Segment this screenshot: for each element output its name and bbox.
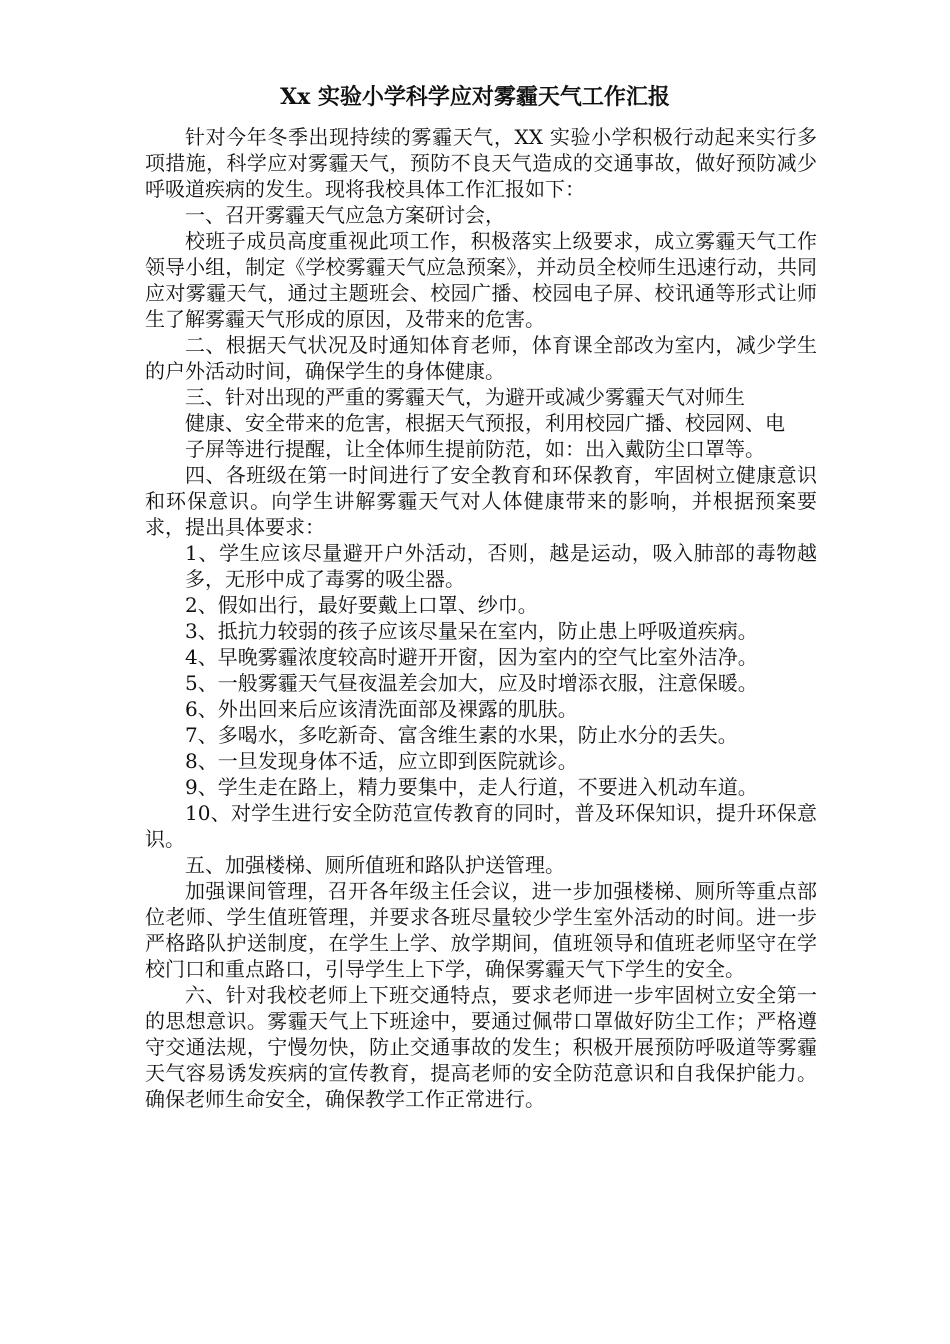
list-item-8: 8、一旦发现身体不适，应立即到医院就诊。 <box>185 749 578 773</box>
section-2-paragraph: 二、根据天气状况及时通知体育老师，体育课全部改为室内，减少学生的户外活动时间，确保学生的身体健康。 <box>145 333 817 383</box>
intro-paragraph: 针对今年冬季出现持续的雾霾天气，XX 实验小学积极行动起来实行多项措施，科学应对雾霾天气，预防不良天气造成的交通事故，做好预防减少呼吸道疾病的发生。现将我校具体工作汇报如下： <box>145 125 817 201</box>
list-item-6: 6、外出回来后应该清洗面部及裸露的肌肤。 <box>185 697 578 721</box>
list-item-2: 2、假如出行，最好要戴上口罩、纱巾。 <box>185 593 538 617</box>
list-item-1: 1、学生应该尽量避开户外活动，否则，越是运动，吸入肺部的毒物越多，无形中成了毒雾的吸尘器。 <box>185 541 817 591</box>
document-body <box>145 124 817 1112</box>
section-3-line-2: 健康、安全带来的危害，根据天气预报，利用校园广播、校园网、电 <box>185 411 785 435</box>
section-6-paragraph: 六、针对我校老师上下班交通特点，要求老师进一步牢固树立安全第一的思想意识。雾霾天气上下班途中，要通过佩带口罩做好防尘工作；严格遵守交通法规，宁慢勿快，防止交通事故的发生；积极开展预防呼吸道等雾霾天气容易诱发疾病的宣传教育，提高老师的安全防范意识和自我保护能力。确保老师生命安全，确保教学工作正常进行。 <box>145 983 817 1111</box>
list-item-5: 5、一般雾霾天气昼夜温差会加大，应及时增添衣服，注意保暖。 <box>185 671 758 695</box>
section-3-line-3: 子屏等进行提醒，让全体师生提前防范，如：出入戴防尘口罩等。 <box>185 437 765 461</box>
section-5-heading: 五、加强楼梯、厕所值班和路队护送管理。 <box>185 853 565 877</box>
list-item-4: 4、早晚雾霾浓度较高时避开开窗，因为室内的空气比室外洁净。 <box>185 645 758 669</box>
list-item-7: 7、多喝水，多吃新奇、富含维生素的水果，防止水分的丢失。 <box>185 723 738 747</box>
section-3-line-1: 三、针对出现的严重的雾霾天气，为避开或减少雾霾天气对师生 <box>185 385 745 409</box>
section-5-paragraph: 加强课间管理，召开各年级主任会议，进一步加强楼梯、厕所等重点部位老师、学生值班管理，并要求各班尽量较少学生室外活动的时间。进一步严格路队护送制度，在学生上学、放学期间，值班领导和值班老师坚守在学校门口和重点路口，引导学生上下学，确保雾霾天气下学生的安全。 <box>145 879 817 981</box>
section-1-heading: 一、召开雾霾天气应急方案研讨会， <box>185 203 505 227</box>
section-1-paragraph: 校班子成员高度重视此项工作，积极落实上级要求，成立雾霾天气工作领导小组，制定《学校雾霾天气应急预案》，并动员全校师生迅速行动，共同应对雾霾天气，通过主题班会、校园广播、校园电子屏、校讯通等形式让师生了解雾霾天气形成的原因，及带来的危害。 <box>145 229 817 331</box>
list-item-9: 9、学生走在路上，精力要集中，走人行道，不要进入机动车道。 <box>185 775 758 799</box>
list-item-10: 10、对学生进行安全防范宣传教育的同时，普及环保知识，提升环保意识。 <box>145 801 817 851</box>
list-item-3: 3、抵抗力较弱的孩子应该尽量呆在室内，防止患上呼吸道疾病。 <box>185 619 758 643</box>
section-4-paragraph: 四、各班级在第一时间进行了安全教育和环保教育，牢固树立健康意识和环保意识。向学生讲解雾霾天气对人体健康带来的影响，并根据预案要求，提出具体要求： <box>145 463 817 539</box>
document-title: Xx 实验小学科学应对雾霾天气工作汇报 <box>280 84 670 110</box>
